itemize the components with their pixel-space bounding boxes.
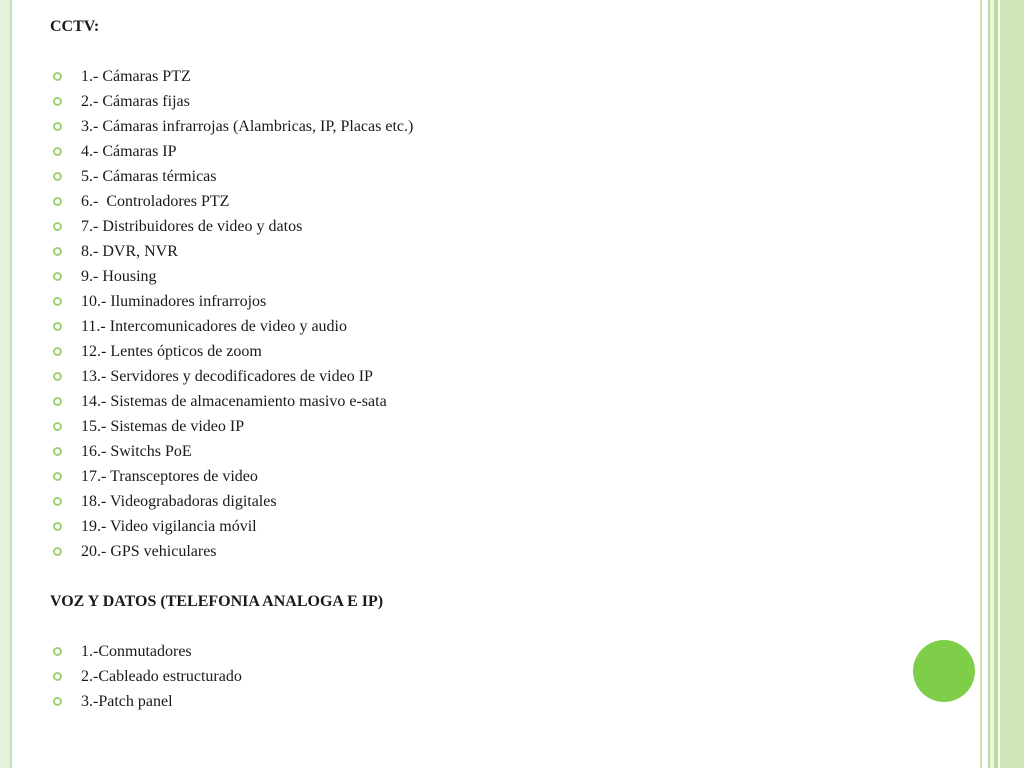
cctv-list xyxy=(50,64,910,564)
list-item: 2.- Cámaras fijas xyxy=(50,89,910,114)
list-item: 3.- Cámaras infrarrojas (Alambricas, IP, Placas etc.) xyxy=(50,114,910,139)
bullet-icon xyxy=(53,672,62,681)
list-item: 16.- Switchs PoE xyxy=(50,439,910,464)
list-item: 8.- DVR, NVR xyxy=(50,239,910,264)
list-item: 11.- Intercomunicadores de video y audio xyxy=(50,314,910,339)
bullet-icon xyxy=(53,697,62,706)
bullet-icon xyxy=(53,197,62,206)
list-item: 10.- Iluminadores infrarrojos xyxy=(50,289,910,314)
list-item: 17.- Transceptores de video xyxy=(50,464,910,489)
list-item: 19.- Video vigilancia móvil xyxy=(50,514,910,539)
bullet-icon xyxy=(53,497,62,506)
bullet-icon xyxy=(53,347,62,356)
bullet-icon xyxy=(53,372,62,381)
bullet-icon xyxy=(53,247,62,256)
bullet-icon xyxy=(53,272,62,281)
bullet-icon xyxy=(53,97,62,106)
list-item: 20.- GPS vehiculares xyxy=(50,539,910,564)
section-heading-cctv: CCTV: xyxy=(50,18,100,35)
list-item: 2.-Cableado estructurado xyxy=(50,664,910,689)
bullet-icon xyxy=(53,147,62,156)
bullet-icon xyxy=(53,522,62,531)
list-item: 13.- Servidores y decodificadores de video IP xyxy=(50,364,910,389)
bullet-icon xyxy=(53,297,62,306)
list-item: 5.- Cámaras térmicas xyxy=(50,164,910,189)
voz-datos-list xyxy=(50,639,910,714)
bullet-icon xyxy=(53,397,62,406)
slide-content xyxy=(50,14,910,714)
bullet-icon xyxy=(53,222,62,231)
bullet-icon xyxy=(53,172,62,181)
bullet-icon xyxy=(53,422,62,431)
section-heading-voz-datos: VOZ Y DATOS (TELEFONIA ANALOGA E IP) xyxy=(50,593,384,610)
list-item: 14.- Sistemas de almacenamiento masivo e-sata xyxy=(50,389,910,414)
list-item: 1.- Cámaras PTZ xyxy=(50,64,910,89)
list-item: 9.- Housing xyxy=(50,264,910,289)
list-item: 7.- Distribuidores de video y datos xyxy=(50,214,910,239)
bullet-icon xyxy=(53,72,62,81)
bullet-icon xyxy=(53,322,62,331)
bullet-icon xyxy=(53,647,62,656)
list-item: 15.- Sistemas de video IP xyxy=(50,414,910,439)
bullet-icon xyxy=(53,547,62,556)
left-frame-border xyxy=(0,0,12,768)
bullet-icon xyxy=(53,122,62,131)
list-item: 12.- Lentes ópticos de zoom xyxy=(50,339,910,364)
right-frame-stripes xyxy=(978,0,1024,768)
list-item: 18.- Videograbadoras digitales xyxy=(50,489,910,514)
bullet-icon xyxy=(53,472,62,481)
green-circle-decoration xyxy=(913,640,975,702)
list-item: 6.- Controladores PTZ xyxy=(50,189,910,214)
list-item: 3.-Patch panel xyxy=(50,689,910,714)
list-item: 4.- Cámaras IP xyxy=(50,139,910,164)
list-item: 1.-Conmutadores xyxy=(50,639,910,664)
bullet-icon xyxy=(53,447,62,456)
